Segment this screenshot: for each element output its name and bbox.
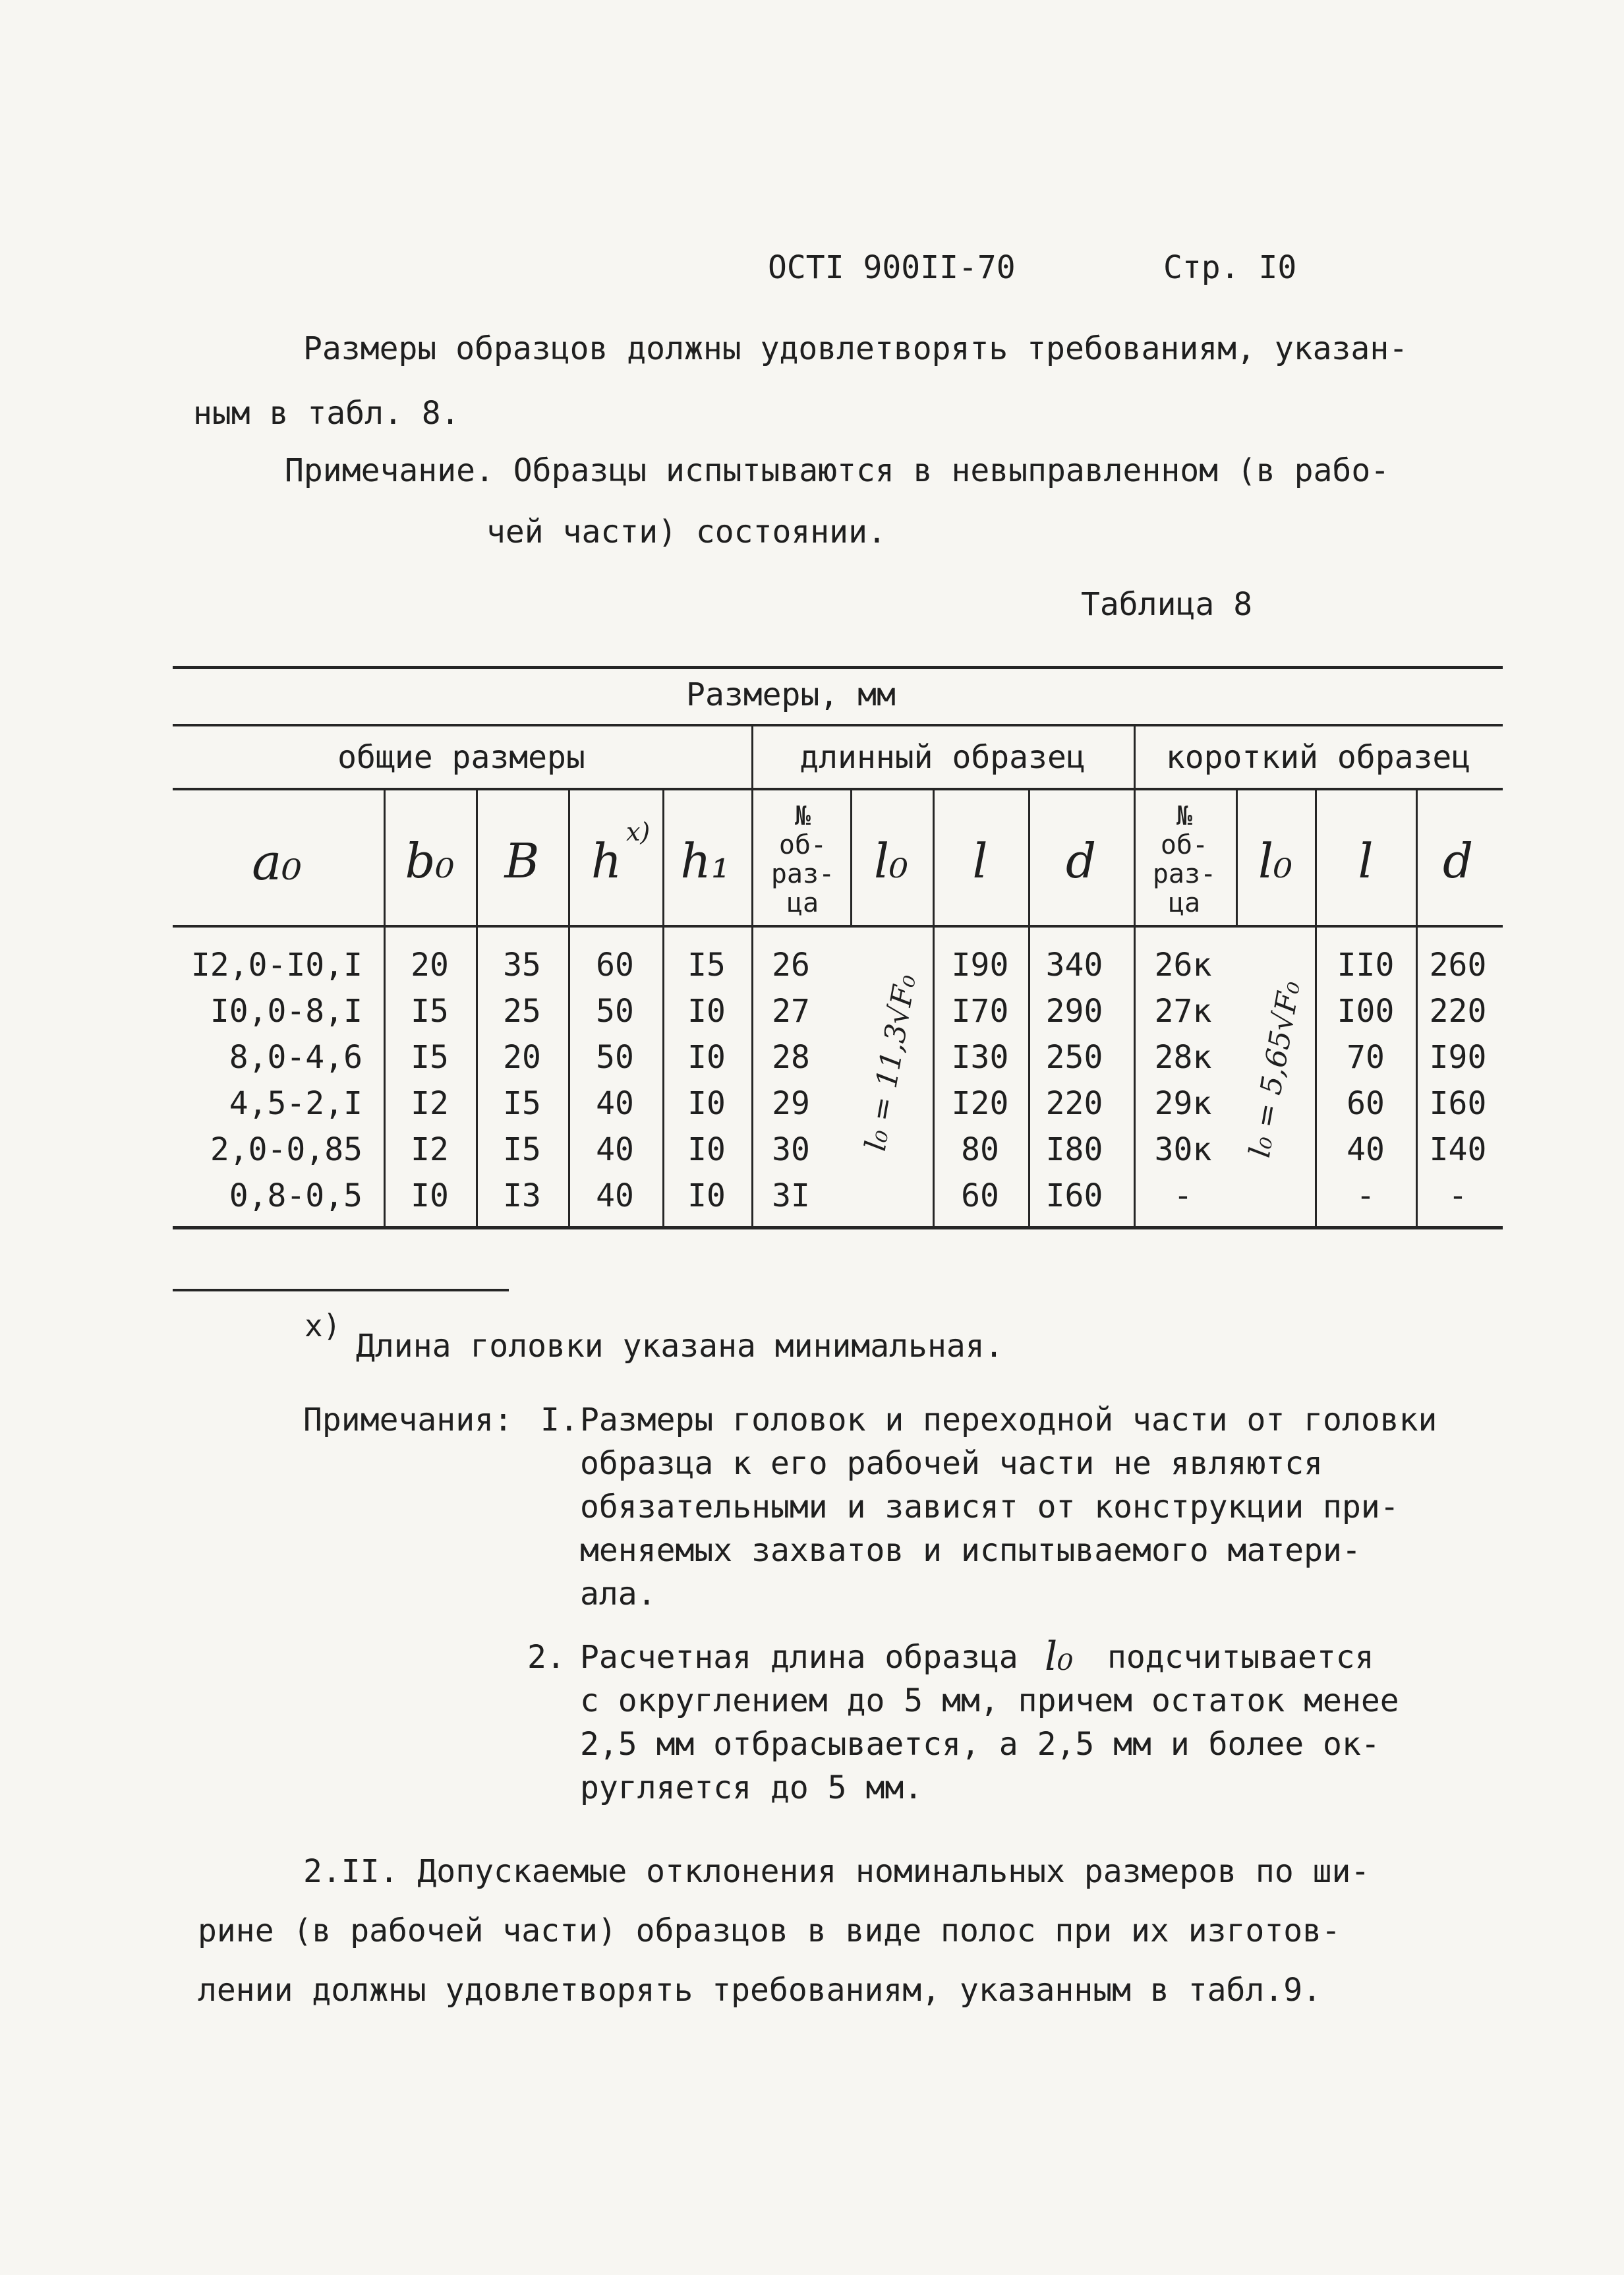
cell-l-short: - [1356, 1177, 1376, 1214]
col-divider [384, 790, 386, 1227]
group-header-general: общие размеры [337, 739, 585, 776]
table-header-rule [173, 925, 1503, 928]
cell-d-long: 250 [1045, 1039, 1103, 1076]
cell-B: 25 [503, 993, 541, 1030]
note-2-line-1-start: Расчетная длина образца [580, 1639, 1018, 1676]
cell-l-long: I90 [951, 947, 1009, 984]
section-2-11-line-2: рине (в рабочей части) образцов в виде полос при их изготов- [198, 1912, 1341, 1949]
header-l-short: l [1358, 833, 1374, 889]
cell-num-long: 27 [772, 993, 810, 1030]
cell-num-long: 29 [772, 1085, 810, 1122]
cell-l-long: 80 [961, 1131, 999, 1168]
cell-num-long: 26 [772, 947, 810, 984]
note-1-line-2: образца к его рабочей части не являются [580, 1445, 1323, 1482]
cell-d-long: 340 [1045, 947, 1103, 984]
header-b0: b₀ [405, 833, 455, 889]
cell-b0: I2 [411, 1085, 449, 1122]
header-h: h [591, 833, 622, 889]
note-2-line-2: с округлением до 5 мм, причем остаток менее [580, 1682, 1399, 1719]
header-num-short-4: ца [1168, 888, 1201, 918]
cell-h: 40 [596, 1085, 634, 1122]
cell-num-short: 27к [1154, 993, 1212, 1030]
cell-d-short: - [1448, 1177, 1468, 1214]
cell-a0: 8,0-4,6 [229, 1039, 362, 1076]
header-B: B [504, 833, 540, 889]
cell-num-short: 26к [1154, 947, 1212, 984]
header-l0-short: l₀ [1258, 833, 1292, 889]
header-num-long-3: раз- [770, 859, 835, 889]
cell-a0: I2,0-I0,I [190, 947, 362, 984]
header-h-footnote-mark: x) [626, 817, 651, 846]
cell-num-long: 28 [772, 1039, 810, 1076]
header-num-short-2: об- [1160, 830, 1209, 860]
cell-h: 40 [596, 1131, 634, 1168]
note-1-line-5: ала. [580, 1576, 656, 1612]
cell-l-long: I20 [951, 1085, 1009, 1122]
cell-d-long: 220 [1045, 1085, 1103, 1122]
cell-a0: 0,8-0,5 [229, 1177, 362, 1214]
cell-d-short: 260 [1429, 947, 1487, 984]
header-num-long-4: ца [786, 888, 819, 918]
table-title-rule [173, 724, 1503, 726]
header-num-short-3: раз- [1152, 859, 1217, 889]
header-num-short-1: № [1176, 801, 1193, 831]
cell-d-long: I80 [1045, 1131, 1103, 1168]
cell-num-long: 30 [772, 1131, 810, 1168]
note-1-line-1: Размеры головок и переходной части от головки [580, 1402, 1437, 1438]
note-2-symbol-l0: l₀ [1045, 1634, 1074, 1680]
col-divider [1416, 790, 1418, 1227]
document-code: ОСТI 900II-70 [768, 249, 1016, 286]
note-1-line-3: обязательными и зависят от конструкции при- [580, 1489, 1399, 1525]
formula-long-specimen: l₀ = 11,3√F₀ [858, 972, 923, 1154]
cell-num-short: 30к [1154, 1131, 1212, 1168]
group-divider-long [751, 725, 753, 1227]
cell-d-short: 220 [1429, 993, 1487, 1030]
cell-b0: 20 [411, 947, 449, 984]
header-l0-long: l₀ [874, 833, 908, 889]
note-1-line-4: меняемых захватов и испытываемого матери- [580, 1532, 1361, 1569]
cell-l-long: I30 [951, 1039, 1009, 1076]
cell-l-short: II0 [1337, 947, 1395, 984]
group-header-long: длинный образец [799, 739, 1086, 776]
group-divider-short [1134, 725, 1136, 1227]
table-caption: Таблица 8 [1081, 586, 1253, 623]
cell-B: 35 [503, 947, 541, 984]
col-divider [476, 790, 478, 1227]
cell-l-long: 60 [961, 1177, 999, 1214]
cell-h: 50 [596, 1039, 634, 1076]
cell-l-short: I00 [1337, 993, 1395, 1030]
header-h1: h₁ [680, 833, 730, 889]
note-2-line-1-end: подсчитывается [1107, 1639, 1374, 1676]
table-top-rule [173, 666, 1503, 669]
page-number: Стр. I0 [1163, 249, 1297, 286]
cell-d-short: I90 [1429, 1039, 1487, 1076]
cell-b0: I2 [411, 1131, 449, 1168]
col-divider [1028, 790, 1030, 1227]
table-group-rule [173, 788, 1503, 790]
note-2-number: 2. [527, 1639, 566, 1676]
cell-h: 50 [596, 993, 634, 1030]
cell-b0: I0 [411, 1177, 449, 1214]
cell-d-short: I40 [1429, 1131, 1487, 1168]
col-divider [1315, 790, 1317, 1227]
cell-num-short: - [1173, 1177, 1193, 1214]
header-a0: a₀ [252, 833, 302, 891]
formula-short-specimen: l₀ = 5,65√F₀ [1242, 978, 1308, 1160]
cell-B: I5 [503, 1085, 541, 1122]
cell-b0: I5 [411, 1039, 449, 1076]
col-divider [850, 790, 852, 926]
col-divider [662, 790, 664, 1227]
cell-a0: 2,0-0,85 [210, 1131, 362, 1168]
cell-h: 60 [596, 947, 634, 984]
note-2-line-3: 2,5 мм отбрасывается, а 2,5 мм и более ок- [580, 1726, 1380, 1763]
cell-h1: I0 [687, 1039, 726, 1076]
cell-num-short: 29к [1154, 1085, 1212, 1122]
note-1-number: I. [540, 1402, 579, 1438]
cell-d-long: 290 [1045, 993, 1103, 1030]
col-divider [1236, 790, 1238, 926]
cell-h1: I0 [687, 993, 726, 1030]
intro-note-line-2: чей части) состоянии. [486, 514, 886, 550]
intro-note-line-1: Примечание. Образцы испытываются в невыправленном (в рабо- [285, 452, 1390, 489]
cell-l-short: 40 [1347, 1131, 1385, 1168]
cell-h: 40 [596, 1177, 634, 1214]
table-title: Размеры, мм [686, 676, 896, 713]
cell-d-short: I60 [1429, 1085, 1487, 1122]
cell-l-short: 60 [1347, 1085, 1385, 1122]
footnote-separator [173, 1289, 509, 1291]
footnote-text: Длина головки указана минимальная. [356, 1328, 1004, 1365]
group-header-short: короткий образец [1165, 739, 1471, 776]
cell-B: I3 [503, 1177, 541, 1214]
cell-b0: I5 [411, 993, 449, 1030]
header-num-long-2: об- [778, 830, 827, 860]
header-d-short: d [1442, 833, 1474, 889]
cell-h1: I0 [687, 1085, 726, 1122]
cell-h1: I0 [687, 1177, 726, 1214]
section-2-11-line-3: лении должны удовлетворять требованиям, указанным в табл.9. [198, 1972, 1322, 2009]
intro-line-1: Размеры образцов должны удовлетворять требованиям, указан- [303, 330, 1408, 367]
table-bottom-rule [173, 1226, 1503, 1229]
header-num-long-1: № [794, 801, 811, 831]
section-2-11-line-1: 2.II. Допускаемые отклонения номинальных размеров по ши- [303, 1853, 1370, 1890]
cell-h1: I5 [687, 947, 726, 984]
header-l-long: l [972, 833, 988, 889]
cell-B: I5 [503, 1131, 541, 1168]
cell-a0: I0,0-8,I [210, 993, 362, 1030]
header-d-long: d [1065, 833, 1097, 889]
footnote-mark: x) [304, 1308, 341, 1344]
cell-a0: 4,5-2,I [229, 1085, 362, 1122]
note-2-line-4: ругляется до 5 мм. [580, 1769, 923, 1806]
col-divider [568, 790, 570, 1227]
cell-num-short: 28к [1154, 1039, 1212, 1076]
cell-B: 20 [503, 1039, 541, 1076]
cell-num-long: 3I [772, 1177, 810, 1214]
cell-l-short: 70 [1347, 1039, 1385, 1076]
intro-line-2: ным в табл. 8. [193, 395, 460, 432]
cell-h1: I0 [687, 1131, 726, 1168]
cell-l-long: I70 [951, 993, 1009, 1030]
col-divider [933, 790, 935, 1227]
notes-label: Примечания: [303, 1402, 513, 1438]
cell-d-long: I60 [1045, 1177, 1103, 1214]
